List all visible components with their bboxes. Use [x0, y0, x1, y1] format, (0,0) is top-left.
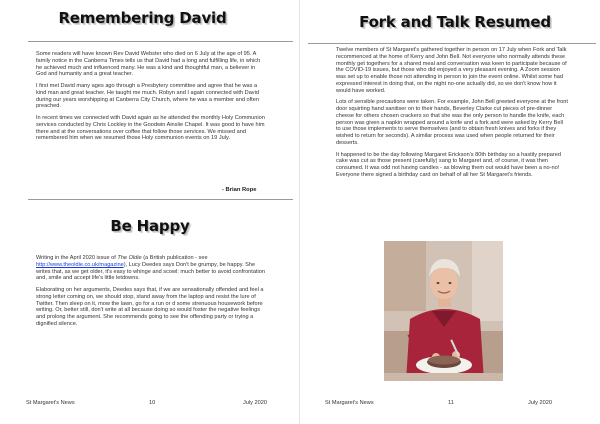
text-run: (a British publication - see — [141, 255, 208, 261]
oldie-magazine-link[interactable]: http://www.theoldie.co.uk/magazine — [36, 261, 124, 268]
footer-publication: St Margaret's News — [26, 400, 75, 406]
article-paragraph: Elaborating on her arguments, Deedes says that, if we are sensationally offended and feel a strong letter coming on, we should stop, stand away from the laptop and resist the lure of Twitter. Then sleep on it, mow the lawn, go for a run or d some strenuous housework before writing. Or, better still, don't write at all because doing so would foster the negative feelings and prolong the argument. She recommends going to see the offending party or trying a dignified silence. — [36, 287, 264, 327]
article-paragraph: Some readers will have known Rev David Webster who died on 6 July at the age of 95. A family notice in the Canberra Times tells us that David had a long and fulfilling life, in which he achieved much and influenced many. He was a kind and thoughtful man, a believer in God and humanity and a great teacher. — [36, 51, 261, 78]
publication-title: The Oldie — [117, 255, 142, 261]
photo-illustration — [384, 241, 503, 381]
heading-rule — [28, 41, 293, 42]
footer-page-number: 11 — [448, 400, 454, 406]
birthday-cake-photo — [384, 241, 503, 381]
text-run: Writing in the April 2020 issue of — [36, 255, 118, 261]
remembering-david-heading: Remembering David — [58, 9, 227, 27]
article-paragraph — [36, 255, 269, 282]
remembering-david-article — [36, 51, 266, 147]
article-paragraph: It happened to be the day following Margaret Erickson's 80th birthday so a hastily prepared cake was cut as those present (carefully) sang to Margaret and, of course, it was then consumed. It was odd not having candles - as blowing them out would have been a no-no! Everyone there signed a birthday card on behalf of all her St Margaret's friends. — [336, 151, 561, 178]
heading-rule — [308, 43, 596, 44]
article-signature: - Brian Rope — [222, 187, 257, 193]
fork-and-talk-heading: Fork and Talk Resumed — [359, 13, 551, 31]
fork-and-talk-article — [336, 47, 568, 184]
article-paragraph: I first met David many ages ago through a Presbytery committee and agree that he was a kind man and great teacher. He taught me much. Robyn and I again connected with David during our years worshipping at Canberra City Church, where he was a member and often preached. — [36, 83, 259, 110]
be-happy-heading: Be Happy — [110, 217, 190, 235]
article-paragraph: In recent times we connected with David again as he attended the monthly Holy Communion services conducted by Chris Lockley in the Goodwin Ainslie Chapel. It was good to have him there and at the conversations over coffee that follow those services. We missed and remembered him when we resumed those Holy communion events on 19 July. — [36, 115, 265, 142]
footer-date: July 2020 — [528, 400, 552, 406]
article-paragraph: Twelve members of St Margaret's gathered together in person on 17 July when Fork and Talk recommenced at the home of Kerry and John Bell. Not everyone who normally attends these monthly get togethers for a shared meal and conversation was keen to participate because of the COVID-19 issues, but those who did enjoyed a very pleasant evening. A Zoom session was set up to enable those not attending in person to join the event online. Whilst some had expressed interest in doing that, on the night no-one actually did, so we don't know how it would have worked. — [336, 47, 567, 94]
footer-publication: St Margaret's News — [325, 400, 374, 406]
footer-date: July 2020 — [243, 400, 267, 406]
section-divider — [28, 199, 293, 200]
be-happy-article — [36, 255, 269, 333]
footer-page-number: 10 — [149, 400, 156, 406]
text-run: ), Lucy Deedes says Don't be grumpy, be happy. She writes that, as we get older, it's easy to whinge and scowl: much better to avoid confrontation and, smile and accept life's little letdowns. — [36, 261, 265, 282]
article-paragraph: Lots of sensible precautions were taken. For example, John Bell greeted everyone at the front door squirting hand sanitiser on to their hands, Beverley Clarke cut pieces of pre-dinner cheese for others chosen crackers so that she was the only person to handle the knife, each person was given a napkin wrapped around a knife and a fork and were asked by Kerry Bell to use those implements to serve themselves (and to obtain fresh knives and forks if they wished to return for seconds). A similar process was used when people returned for their desserts. — [336, 99, 568, 146]
